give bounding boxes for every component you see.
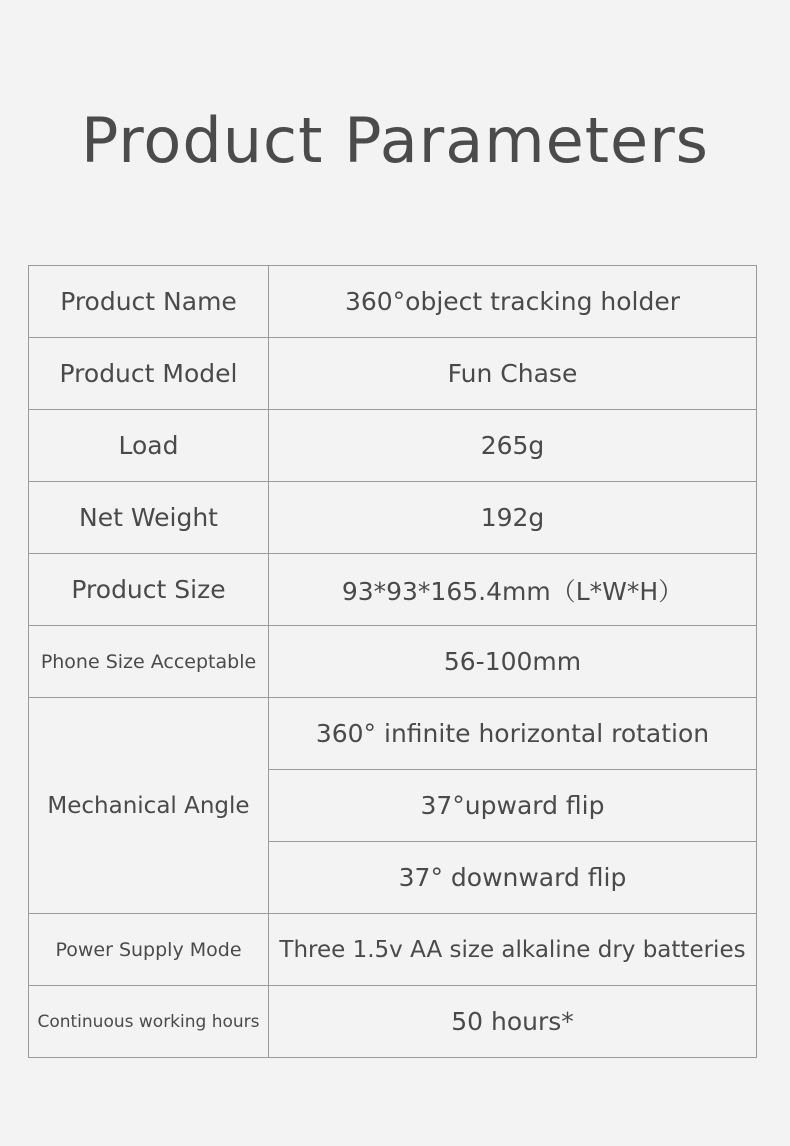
row-label: Product Model xyxy=(29,338,269,410)
table-row xyxy=(29,626,757,698)
row-value: 56-100mm xyxy=(269,626,757,698)
row-label: Power Supply Mode xyxy=(29,914,269,986)
row-label: Product Name xyxy=(29,266,269,338)
row-label: Continuous working hours xyxy=(29,986,269,1058)
table-row xyxy=(29,986,757,1058)
row-value: 360° infinite horizontal rotation xyxy=(269,698,757,770)
table-row xyxy=(29,698,757,770)
table-row xyxy=(29,482,757,554)
row-value: 360°object tracking holder xyxy=(269,266,757,338)
parameters-table xyxy=(28,265,757,1058)
row-value: Three 1.5v AA size alkaline dry batteries xyxy=(269,914,757,986)
table-row xyxy=(29,554,757,626)
table-row xyxy=(29,266,757,338)
table-row xyxy=(29,914,757,986)
table-row xyxy=(29,338,757,410)
row-value: 265g xyxy=(269,410,757,482)
row-value: 37° downward flip xyxy=(269,842,757,914)
row-value: Fun Chase xyxy=(269,338,757,410)
row-value: 50 hours* xyxy=(269,986,757,1058)
table-row xyxy=(29,410,757,482)
row-label: Product Size xyxy=(29,554,269,626)
row-label: Phone Size Acceptable xyxy=(29,626,269,698)
row-value: 93*93*165.4mm（L*W*H） xyxy=(269,554,757,626)
row-value: 192g xyxy=(269,482,757,554)
row-label: Net Weight xyxy=(29,482,269,554)
row-label: Load xyxy=(29,410,269,482)
page-title: Product Parameters xyxy=(81,104,709,177)
row-value: 37°upward flip xyxy=(269,770,757,842)
row-label: Mechanical Angle xyxy=(29,698,269,914)
